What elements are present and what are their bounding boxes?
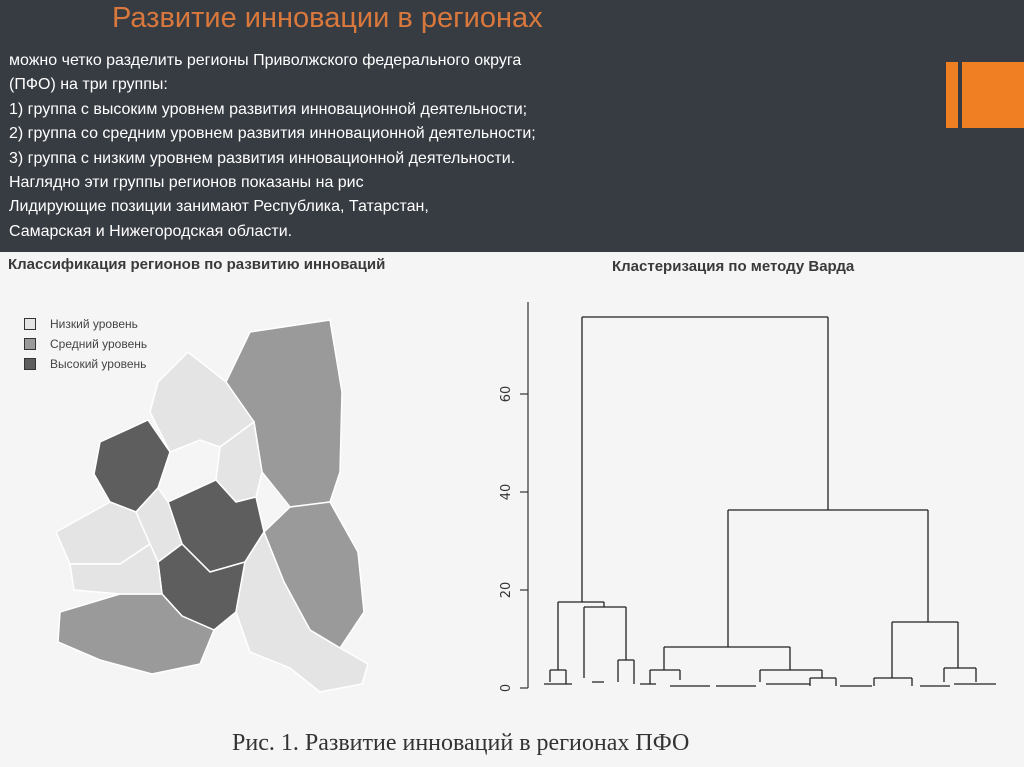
dendrogram-tree <box>550 317 976 686</box>
dendrogram <box>480 292 1000 732</box>
y-tick-label: 20 <box>499 581 514 599</box>
map-legend <box>24 314 147 374</box>
text-line: 1) группа с высоким уровнем развития инновационной деятельности; <box>9 100 528 118</box>
accent-bar-wide <box>962 62 1024 128</box>
text-line: Наглядно эти группы регионов показаны на рис <box>9 174 364 192</box>
legend-swatch <box>24 318 36 330</box>
y-axis <box>520 302 528 688</box>
text-line: Лидирующие позиции занимают Республика, Татарстан, <box>9 198 429 216</box>
dendrogram-title: Кластеризация по методу Варда <box>612 258 855 275</box>
text-line: Самарская и Нижегородская области. <box>9 222 293 240</box>
dendrogram-leaves <box>544 682 996 686</box>
legend-item <box>24 314 147 334</box>
text-line: 3) группа с низким уровнем развития инновационной деятельности. <box>9 149 516 167</box>
region-map <box>40 312 460 732</box>
y-tick-label: 40 <box>499 483 514 501</box>
slide-header <box>0 0 1024 252</box>
legend-swatch <box>24 358 36 370</box>
y-tick-label: 60 <box>499 385 514 403</box>
legend-label: Высокий уровень <box>50 357 147 371</box>
legend-label: Средний уровень <box>50 337 148 351</box>
legend-label: Низкий уровень <box>50 317 138 331</box>
accent-bar-thin <box>946 62 958 128</box>
figure-image <box>0 252 1024 767</box>
slide-title: Развитие инновации в регионах <box>112 2 543 34</box>
legend-item <box>24 354 147 374</box>
map-title: Классификация регионов по развитию инноваций <box>8 256 386 273</box>
legend-swatch <box>24 338 36 350</box>
figure-caption: Рис. 1. Развитие инноваций в регионах ПФО <box>232 730 690 756</box>
text-line: 2) группа со средним уровнем развития инновационной деятельности; <box>9 125 536 143</box>
text-line: можно четко разделить регионы Приволжского федерального округа <box>9 52 522 69</box>
y-tick-label: 0 <box>499 683 514 693</box>
slide-text <box>9 49 909 244</box>
legend-item <box>24 334 147 354</box>
text-line: (ПФО) на три группы: <box>9 76 168 94</box>
